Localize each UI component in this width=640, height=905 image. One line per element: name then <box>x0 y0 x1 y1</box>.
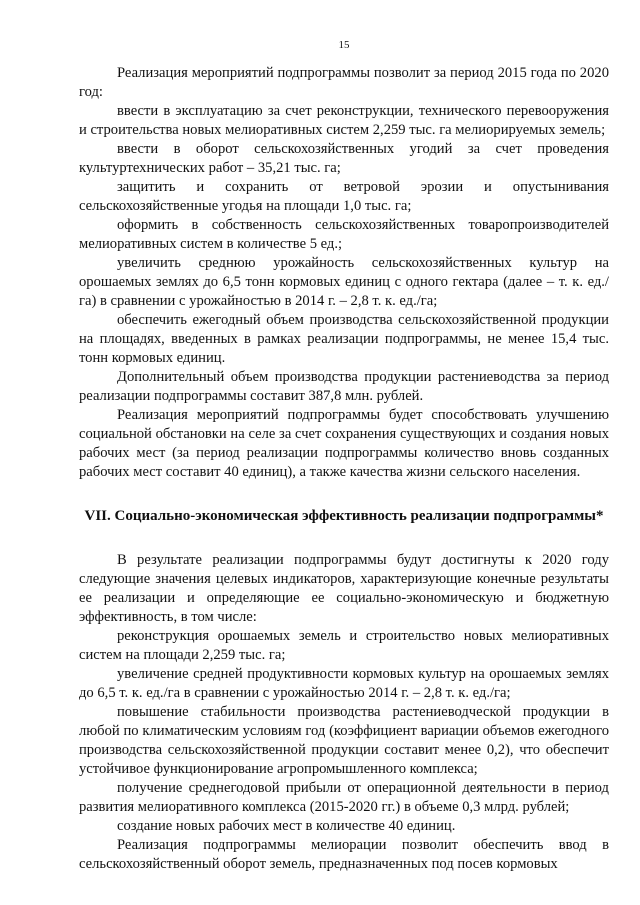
document-page <box>79 38 609 874</box>
paragraph: увеличение средней продуктивности кормовых культур на орошаемых землях до 6,5 т. к. ед./га в сравнении с урожайностью 2014 г. – 2,8 т. к. ед./га; <box>79 666 609 701</box>
paragraph: ввести в оборот сельскохозяйственных угодий за счет проведения культуртехнических работ – 35,21 тыс. га; <box>79 141 609 176</box>
paragraph: увеличить среднюю урожайность сельскохозяйственных культур на орошаемых землях до 6,5 тонн кормовых единиц с одного гектара (далее – т. к. ед./га) в сравнении с урожайностью в 2014 г. – 2,8 т. к. ед./га; <box>79 255 609 309</box>
paragraph: создание новых рабочих мест в количестве 40 единиц. <box>117 818 456 834</box>
page-number: 15 <box>338 39 350 51</box>
paragraph: получение среднегодовой прибыли от операционной деятельности в период развития мелиоративного комплекса (2015-2020 гг.) в объеме 0,3 млрд. рублей; <box>79 780 609 815</box>
paragraph: В результате реализации подпрограммы будут достигнуты к 2020 году следующие значения целевых индикаторов, характеризующие конечные результаты ее реализации и определяющие ее социально-экономическую и бюджетную эффективность, в том числе: <box>79 552 609 625</box>
paragraph: обеспечить ежегодный объем производства сельскохозяйственной продукции на площадях, введенных в рамках реализации подпрограммы, не менее 15,4 тыс. тонн кормовых единиц. <box>79 312 609 366</box>
section-heading: VII. Социально-экономическая эффективность реализации подпрограммы* <box>84 508 604 524</box>
paragraph: защитить и сохранить от ветровой эрозии и опустынивания сельскохозяйственные угодья на площади 1,0 тыс. га; <box>79 179 609 214</box>
paragraph: Реализация мероприятий подпрограммы будет способствовать улучшению социальной обстановки на селе за счет сохранения существующих и создания новых рабочих мест (за период реализации подпрограммы количество вновь созданных рабочих мест составит 40 единиц), а также качества жизни сельского населения. <box>79 407 609 480</box>
paragraph: Реализация мероприятий подпрограммы позволит за период 2015 года по 2020 год: <box>79 65 609 100</box>
paragraph: повышение стабильности производства растениеводческой продукции в любой по климатическим условиям год (коэффициент вариации объемов ежегодного производства сельскохозяйственной продукции составит менее 0,2), что обеспечит устойчивое функционирование агропромышленного комплекса; <box>79 704 609 777</box>
paragraph: реконструкция орошаемых земель и строительство новых мелиоративных систем на площади 2,259 тыс. га; <box>79 628 609 663</box>
paragraph: Реализация подпрограммы мелиорации позволит обеспечить ввод в сельскохозяйственный оборот земель, предназначенных под посев кормовых <box>79 837 609 872</box>
paragraph: Дополнительный объем производства продукции растениеводства за период реализации подпрограммы составит 387,8 млн. рублей. <box>79 369 609 404</box>
paragraph: оформить в собственность сельскохозяйственных товаропроизводителей мелиоративных систем в количестве 5 ед.; <box>79 217 609 252</box>
paragraph: ввести в эксплуатацию за счет реконструкции, технического перевооружения и строительства новых мелиоративных систем 2,259 тыс. га мелиорируемых земель; <box>79 103 609 138</box>
